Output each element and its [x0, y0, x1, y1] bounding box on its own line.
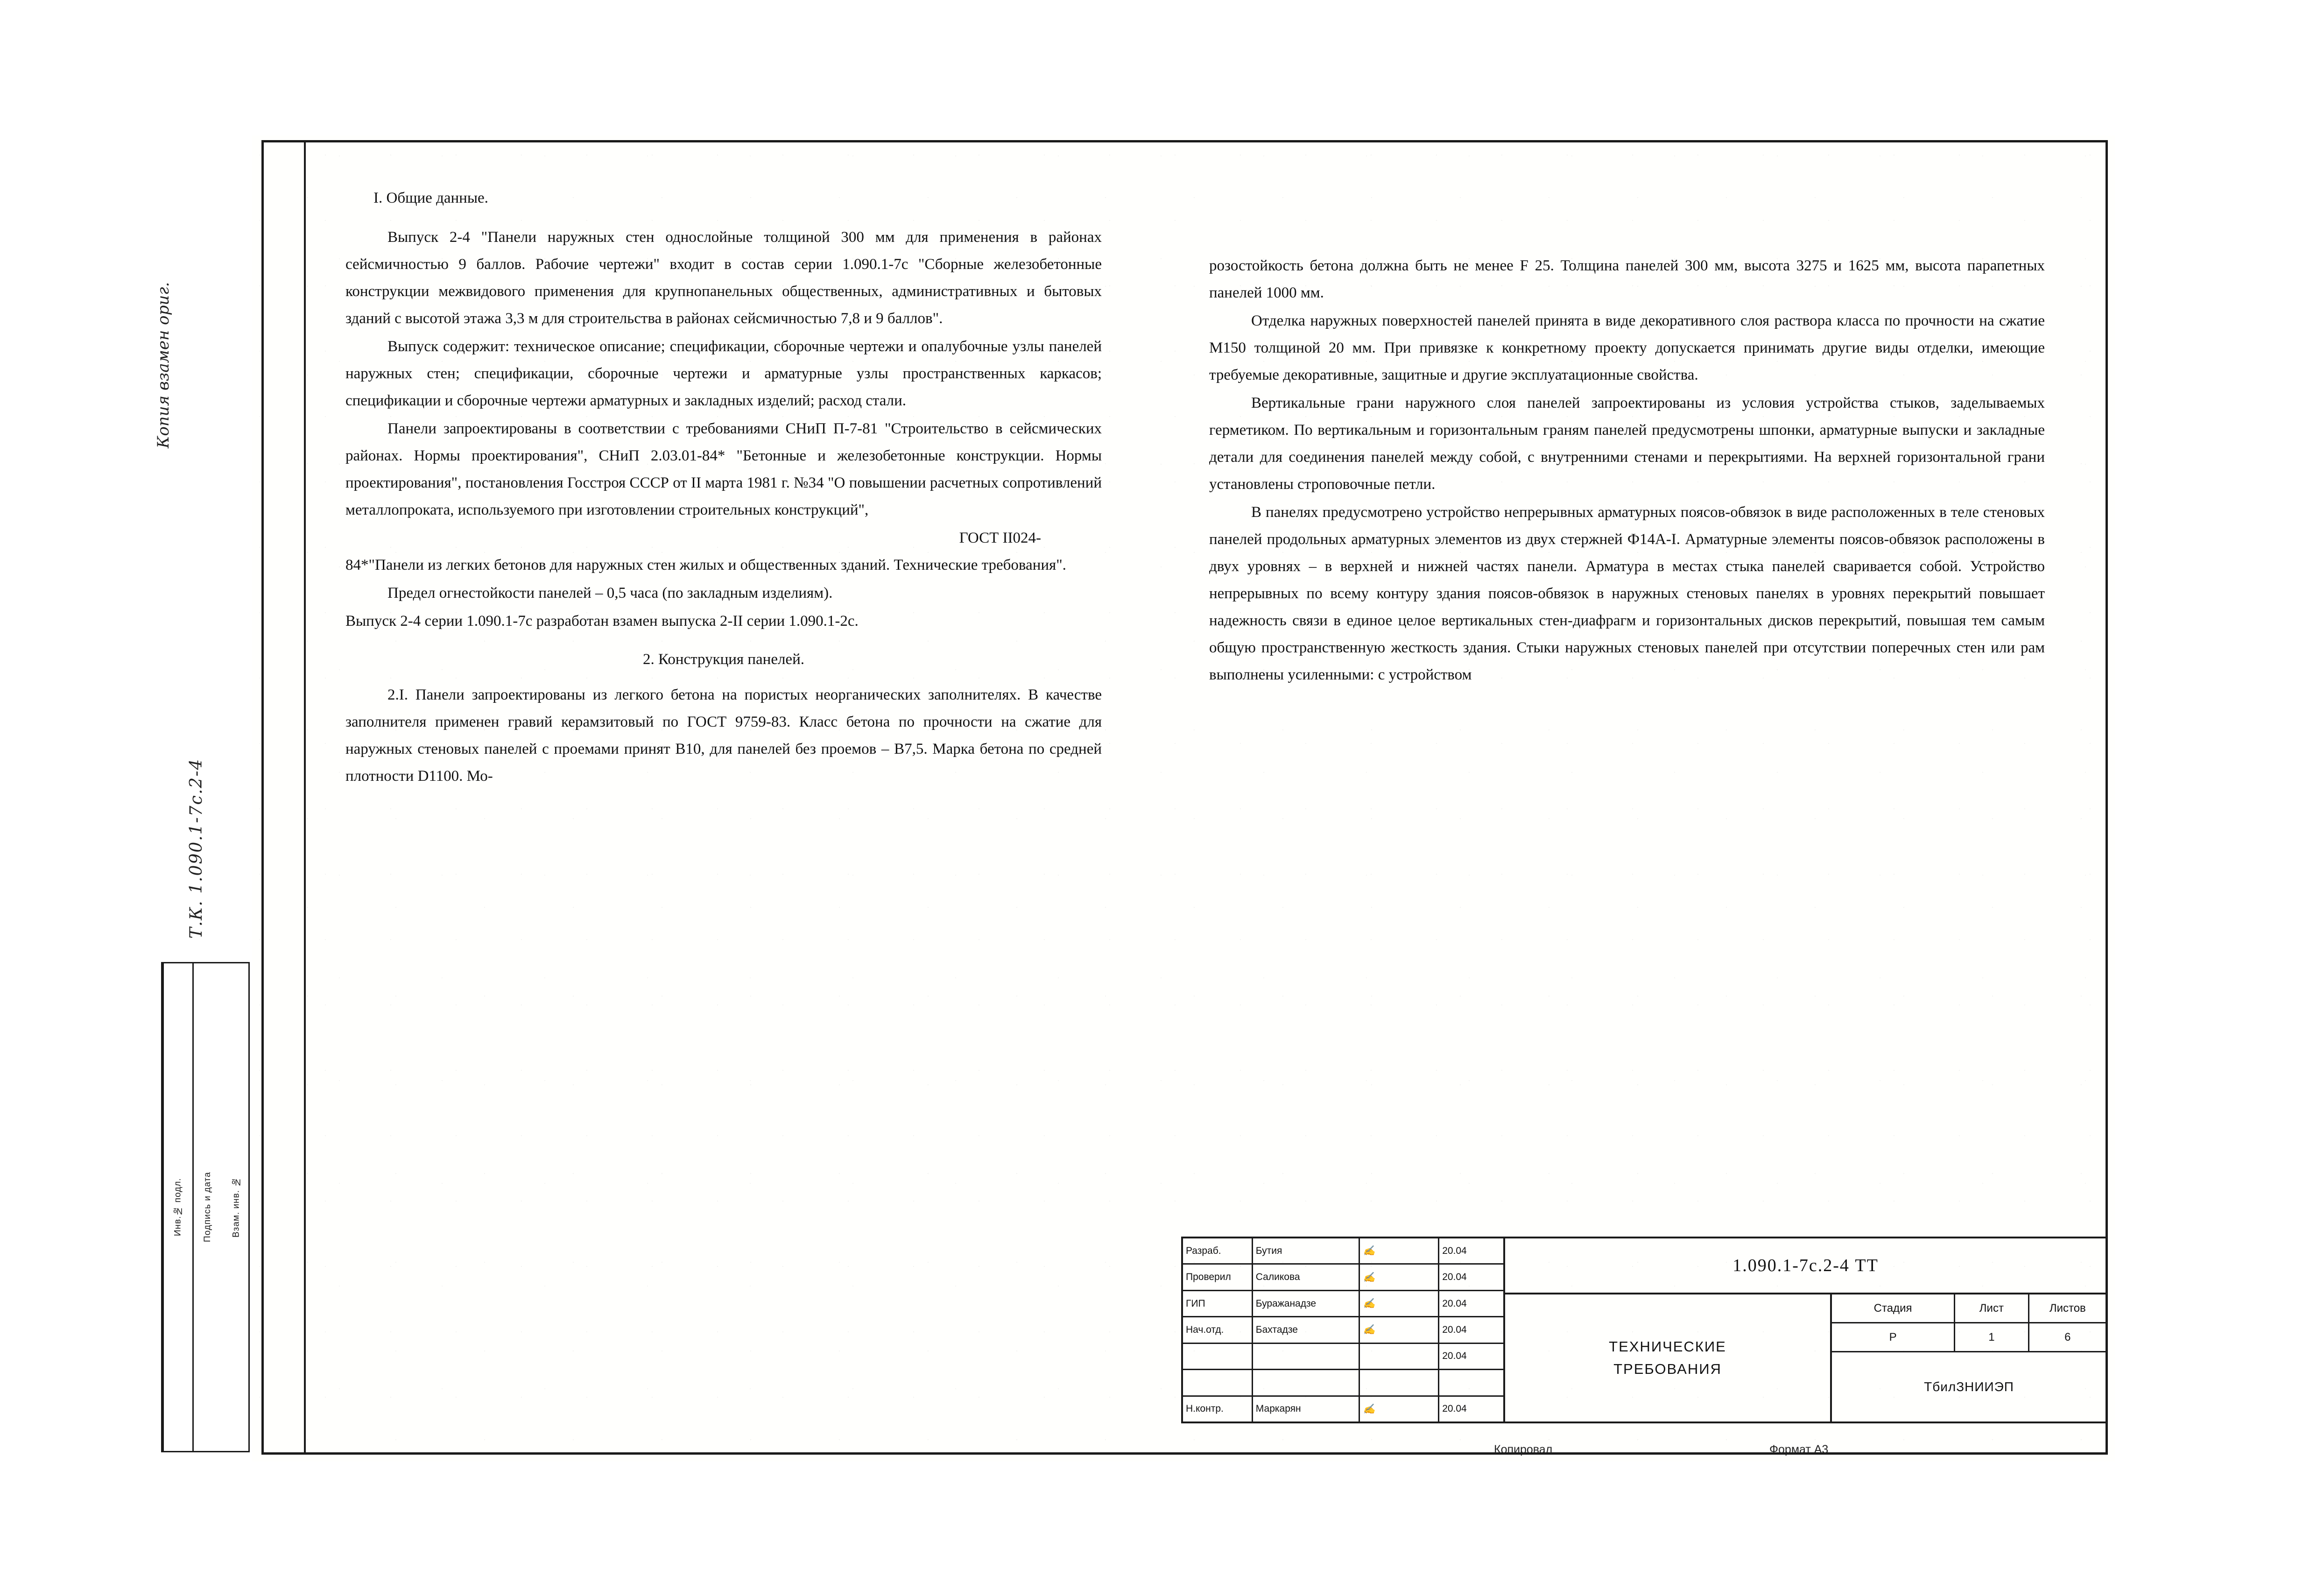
table-row	[1183, 1397, 1503, 1421]
title-block	[1181, 1237, 2108, 1423]
name-cell: Буражанадзе	[1253, 1291, 1360, 1316]
name-cell	[1253, 1370, 1360, 1395]
paragraph-standards: Панели запроектированы в соответствии с требованиями СНиП П-7-81 "Строительство в сейсмических районах. Нормы проектирования", СНиП 2.03.01-84* "Бетонные и железобетонные конструкции. Нормы проектирования", постановления Госстроя СССР от II марта 1981 г. №34 "О повышении расчетных сопротивлений металлопроката, используемого при изготовлении строительных конструкций",	[345, 420, 1102, 518]
document-title-line-1: ТЕХНИЧЕСКИЕ	[1609, 1338, 1726, 1355]
table-row	[1183, 1344, 1503, 1370]
document-title	[1505, 1294, 1832, 1421]
table-row	[1183, 1238, 1503, 1265]
date-cell: 20.04	[1442, 1351, 1467, 1362]
paragraph-reinforcement-belts: В панелях предусмотрено устройство непрерывных арматурных поясов-обвязок в виде расположенных в теле стеновых панелей продольных арматурных элементов из двух стержней Ф14А-I. Арматурные элементы поясов-обвязок расположены в двух уровнях – в верхней и нижней частях панели. Арматура в местах стыка панелей сваривается собой. Устройство непрерывных по всему контуру здания поясов-обвязок в наружных стеновых панелях в уровнях перекрытий повышает надежность связи в единое целое вертикальных стен-диафрагм и горизонтальных дисков перекрытий, повышая тем самым общую пространственную жесткость здания. Стыки наружных стеновых панелей при отсутствии поперечных стен или рам выполнены усиленными: с устройством	[1209, 504, 2045, 683]
date-cell: 20.04	[1442, 1272, 1467, 1283]
name-cell: Бахтадзе	[1253, 1317, 1360, 1342]
signature-cell: ✍	[1360, 1397, 1439, 1421]
stage-values	[1832, 1323, 2106, 1352]
signature-cell: ✍	[1360, 1238, 1439, 1263]
text-column-right	[1209, 252, 2045, 689]
stage-headers	[1832, 1294, 2106, 1323]
table-row	[1183, 1317, 1503, 1344]
name-cell	[1253, 1344, 1360, 1369]
title-block-main	[1505, 1238, 2106, 1421]
role-cell: Разраб.	[1183, 1238, 1253, 1263]
signature-cell	[1360, 1344, 1439, 1369]
table-row	[1183, 1370, 1503, 1396]
paragraph-replaces-issue: Выпуск 2-4 серии 1.090.1-7с разработан взамен выпуска 2-II серии 1.090.1-2с.	[345, 613, 859, 629]
stage-value-sheets: 6	[2064, 1330, 2071, 1344]
date-cell: 20.04	[1442, 1403, 1467, 1414]
footer-copied-by: Копировал	[1494, 1443, 1553, 1456]
paragraph-issue-scope: Выпуск 2-4 "Панели наружных стен однослойные толщиной 300 мм для применения в районах сейсмичностью 9 баллов. Рабочие чертежи" входит в состав серии 1.090.1-7с "Сборные железобетонные конструкции межвидового применения для крупнопанельных общественных, административных и бытовых зданий с высотой этажа 3,3 м для строительства в районах сейсмичностью 7,8 и 9 баллов".	[345, 229, 1102, 327]
sheet-code: 1.090.1-7с.2-4 ТТ	[1505, 1238, 2106, 1294]
name-cell: Бутия	[1253, 1238, 1360, 1263]
margin-column-signature-date: Подпись и дата	[192, 963, 222, 1451]
stage-header-stage: Стадия	[1832, 1294, 1955, 1322]
role-cell	[1183, 1370, 1253, 1395]
title-block-signatures	[1183, 1238, 1505, 1421]
stage-and-org	[1832, 1294, 2106, 1421]
paragraph-issue-contents: Выпуск содержит: техническое описание; спецификации, сборочные чертежи и опалубочные узлы панелей наружных стен; спецификации, сборочные чертежи и арматурные узлы пространственных каркасов; спецификации и сборочные чертежи арматурных и закладных изделий; расход стали.	[345, 338, 1102, 409]
stage-header-sheets: Листов	[2049, 1301, 2086, 1315]
paragraph-frost-resistance: розостойкость бетона должна быть не менее F 25. Толщина панелей 300 мм, высота 3275 и 1625 мм, высота парапетных панелей 1000 мм.	[1209, 257, 2045, 301]
organization-name: ТбилЗНИИЭП	[1924, 1379, 2014, 1394]
document-title-line-2: ТРЕБОВАНИЯ	[1613, 1361, 1722, 1377]
gost-reference: ГОСТ II024-	[959, 530, 1041, 546]
stage-value-stage: Р	[1832, 1323, 1955, 1351]
role-cell	[1183, 1344, 1253, 1369]
role-cell: Нач.отд.	[1183, 1317, 1253, 1342]
drawing-frame-left-margin	[261, 140, 306, 1455]
text-column-left	[345, 184, 1102, 791]
date-cell: 20.04	[1442, 1298, 1467, 1309]
paragraph-fire-resistance: Предел огнестойкости панелей – 0,5 часа (по закладным изделиям).	[387, 585, 833, 601]
signature-cell: ✍	[1360, 1317, 1439, 1342]
margin-column-inv: Инв.№ подл.	[162, 963, 192, 1451]
table-row	[1183, 1265, 1503, 1291]
role-cell: ГИП	[1183, 1291, 1253, 1316]
gost-reference-continued: 84*"Панели из легких бетонов для наружных стен жилых и общественных зданий. Технические требования".	[345, 557, 1066, 573]
handwritten-note: Копия взамен ориг.	[154, 282, 173, 448]
name-cell: Маркарян	[1253, 1397, 1360, 1421]
section-heading-general-data: I. Общие данные.	[373, 190, 488, 206]
paragraph-concrete-spec: 2.I. Панели запроектированы из легкого бетона на пористых неорганических заполнителях. В качестве заполнителя применен гравий керамзитовый по ГОСТ 9759-83. Класс бетона по прочности на сжатие для наружных стеновых панелей с проемами принят В10, для панелей без проемов – В7,5. Марка бетона по средней плотности D1100. Мо-	[345, 686, 1102, 785]
name-cell: Саликова	[1253, 1265, 1360, 1289]
signature-cell	[1360, 1370, 1439, 1395]
date-cell	[1439, 1370, 1503, 1395]
date-cell: 20.04	[1442, 1245, 1467, 1256]
signature-cell: ✍	[1360, 1265, 1439, 1289]
role-cell: Н.контр.	[1183, 1397, 1253, 1421]
date-cell: 20.04	[1442, 1324, 1467, 1335]
footer-format: Формат А3	[1769, 1443, 1829, 1456]
stage-value-sheet: 1	[1955, 1323, 2029, 1351]
margin-stamp-columns	[161, 962, 250, 1452]
table-row	[1183, 1291, 1503, 1317]
vertical-document-code: Т.К. 1.090.1-7с.2-4	[187, 758, 206, 939]
section-heading-panel-design: 2. Конструкция панелей.	[643, 651, 804, 668]
stage-header-sheet: Лист	[1955, 1294, 2029, 1322]
paragraph-joints: Вертикальные грани наружного слоя панелей запроектированы из условия устройства стыков, заделываемых герметиком. По вертикальным и горизонтальным граням панелей предусмотрены шпонки, арматурные выпуски и закладные детали для соединения панелей между собой, с внутренними стенами и перекрытиями. На верхней горизонтальной грани установлены строповочные петли.	[1209, 395, 2045, 493]
title-block-lower	[1505, 1294, 2106, 1421]
signature-cell: ✍	[1360, 1291, 1439, 1316]
role-cell: Проверил	[1183, 1265, 1253, 1289]
paragraph-finishing: Отделка наружных поверхностей панелей принята в виде декоративного слоя раствора класса по прочности на сжатие М150 толщиной 20 мм. При привязке к конкретному проекту допускается принимать другие виды отделки, имеющие требуемые декоративные, защитные и другие эксплуатационные свойства.	[1209, 312, 2045, 383]
margin-column-replaced-inv: Взам. инв. №	[231, 1176, 241, 1238]
